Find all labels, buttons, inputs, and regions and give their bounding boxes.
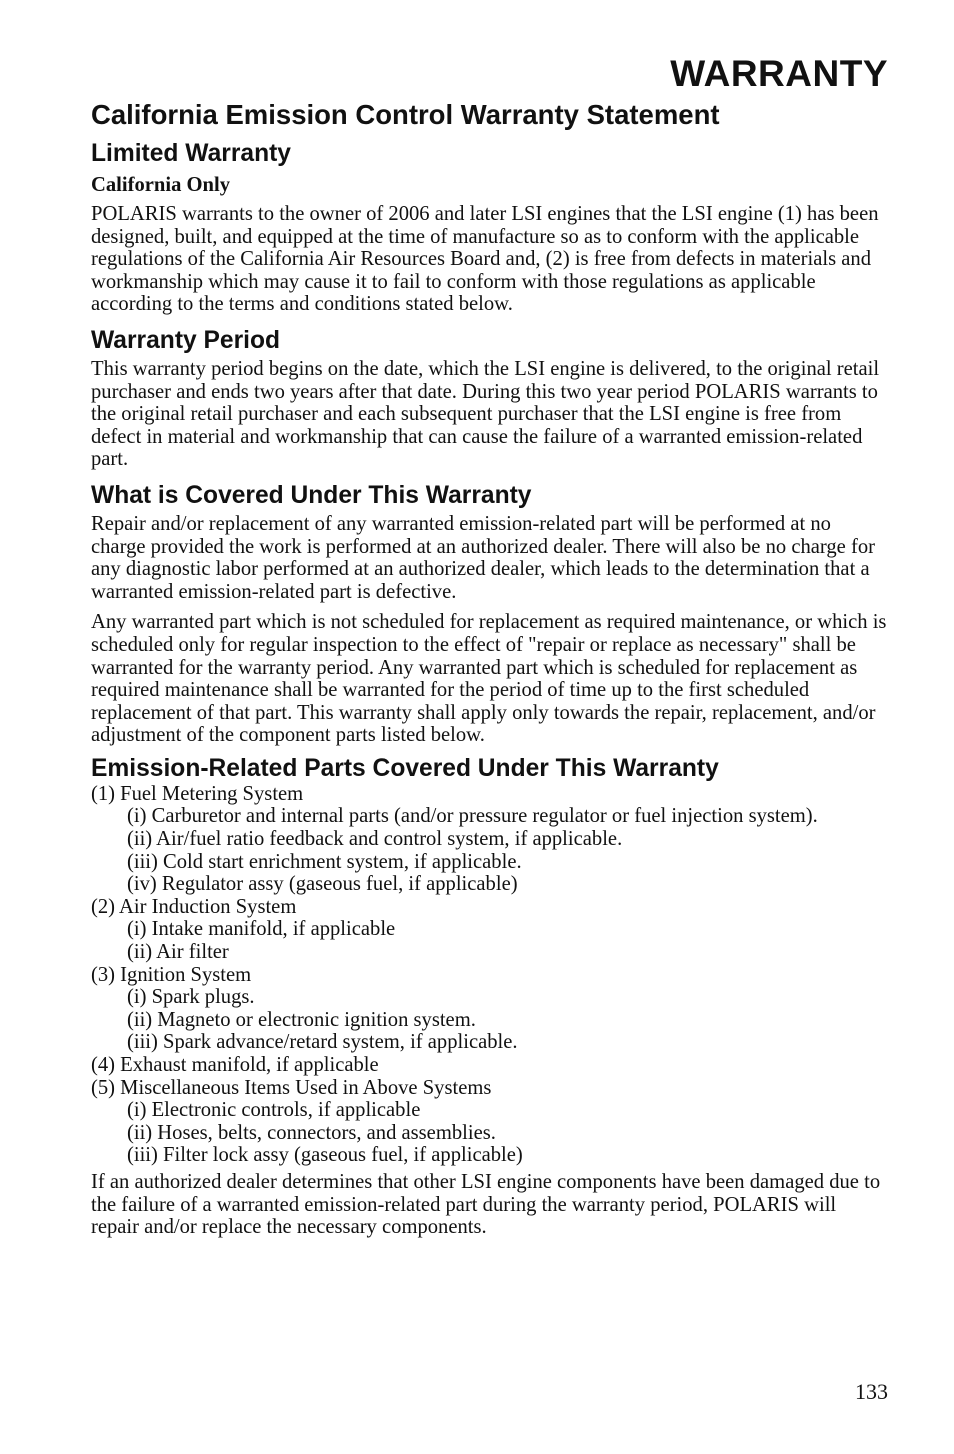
sub-list-item: (i) Carburetor and internal parts (and/or pressure regulator or fuel injection system). (127, 805, 818, 828)
sub-list (91, 1099, 889, 1167)
warranty-period-heading: Warranty Period (91, 326, 281, 354)
closing-paragraph: If an authorized dealer determines that other LSI engine components have been damaged due to the failure of a warranted emission-related part during the warranty period, POLARIS will repair and/or replace the necessary components. (91, 1170, 881, 1239)
list-item (91, 783, 889, 896)
list-item (91, 1077, 889, 1167)
section-title: California Emission Control Warranty Statement (91, 99, 720, 130)
sub-list (91, 986, 889, 1054)
page-number: 133 (855, 1379, 888, 1404)
limited-warranty-paragraph: POLARIS warrants to the owner of 2006 and later LSI engines that the LSI engine (1) has been designed, built, and equipped at the time of manufacture so as to conform with the applicable regulations of the California Air Resources Board and, (2) is free from defects in materials and workmanship which may cause it to fail to conform with those regulations as applicable according to the terms and conditions stated below. (91, 203, 879, 316)
covered-paragraph-1: Repair and/or replacement of any warranted emission-related part will be performed at no charge provided the work is performed at an authorized dealer. There will also be no charge for any diagnostic labor performed at an authorized dealer, which leads to the determination that a warranted emission-related part is defective. (91, 512, 875, 603)
sub-list (91, 805, 889, 895)
list-item (91, 964, 889, 1054)
parts-list (91, 783, 889, 1167)
limited-warranty-heading: Limited Warranty (91, 140, 291, 167)
list-item-label: (5) Miscellaneous Items Used in Above Systems (91, 1076, 492, 1099)
sub-list-item: (ii) Air filter (127, 941, 229, 964)
warranty-period-paragraph: This warranty period begins on the date, which the LSI engine is delivered, to the original retail purchaser and ends two years after that date. During this two year period POLARIS warrants to the original retail purchaser and each subsequent purchaser that the LSI engine is free from defect in material and workmanship that can cause the failure of a warranted emission-related part. (91, 357, 880, 471)
sub-list-item: (i) Electronic controls, if applicable (127, 1099, 421, 1122)
sub-list-item: (iv) Regulator assy (gaseous fuel, if applicable) (127, 873, 518, 896)
covered-heading: What is Covered Under This Warranty (91, 481, 532, 509)
california-only-subheading: California Only (91, 174, 231, 196)
list-item (91, 896, 889, 964)
list-item-label: (1) Fuel Metering System (91, 782, 304, 805)
list-item-label: (3) Ignition System (91, 963, 252, 986)
sub-list (91, 918, 889, 963)
sub-list-item: (ii) Air/fuel ratio feedback and control system, if applicable. (127, 828, 623, 851)
sub-list-item: (iii) Filter lock assy (gaseous fuel, if applicable) (127, 1144, 523, 1167)
sub-list-item: (i) Intake manifold, if applicable (127, 918, 396, 941)
sub-list-item: (ii) Magneto or electronic ignition system. (127, 1008, 476, 1031)
document-body (91, 137, 889, 1247)
page-title: WARRANTY (670, 53, 888, 94)
sub-list-item: (iii) Spark advance/retard system, if applicable. (127, 1031, 518, 1054)
covered-paragraph-2: Any warranted part which is not scheduled for replacement as required maintenance, or which is scheduled only for regular inspection to the effect of "repair or replace as necessary" shall be warranted for the warranty period. Any warranted part which is scheduled for replacement as required maintenance shall be warranted for the period of time up to the first scheduled replacement of that part. This warranty shall apply only towards the repair, replacement, and/or adjustment of the component parts listed below. (91, 611, 887, 747)
sub-list-item: (iii) Cold start enrichment system, if applicable. (127, 850, 522, 873)
list-item (91, 1054, 889, 1077)
list-item-label: (4) Exhaust manifold, if applicable (91, 1054, 379, 1076)
sub-list-item: (ii) Hoses, belts, connectors, and assemblies. (127, 1121, 496, 1144)
parts-heading: Emission-Related Parts Covered Under This Warranty (91, 754, 719, 782)
list-item-label: (2) Air Induction System (91, 895, 297, 918)
sub-list-item: (i) Spark plugs. (127, 986, 255, 1009)
